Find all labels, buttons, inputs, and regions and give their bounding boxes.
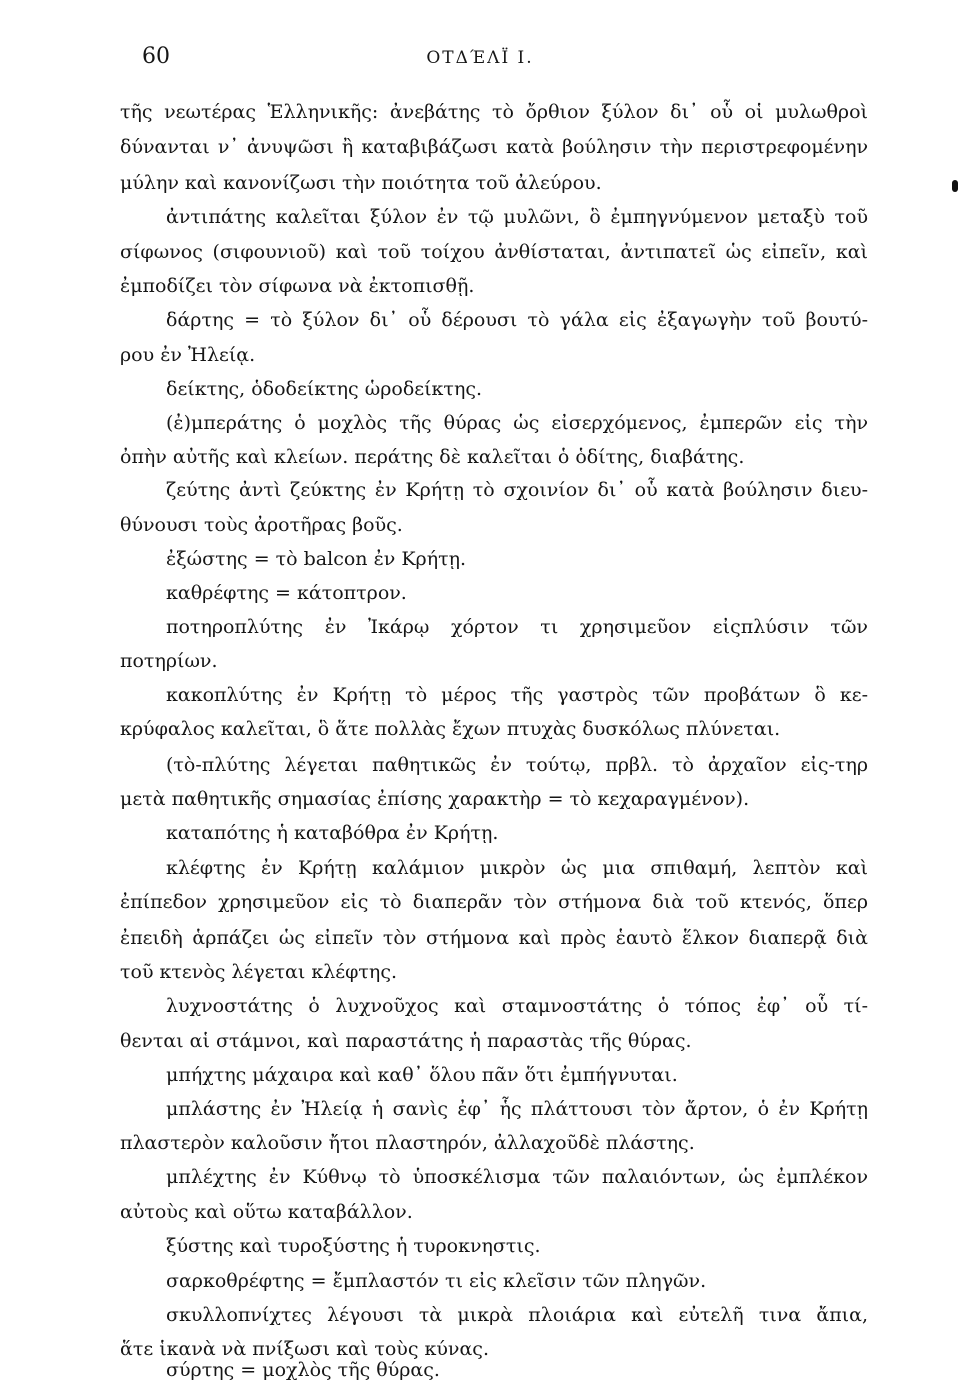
text-line: πλαστερὸν καλοῦσιν ἤτοι πλαστηρόν, ἀλλαχοῦδὲ πλάστης. (120, 1132, 695, 1154)
margin-mark (952, 180, 958, 192)
text-line: ἐπίπεδον χρησιμεῦον εἰς τὸ διαπερᾶν τὸν στήμονα διὰ τοῦ κτενός, ὅπερ (120, 891, 868, 914)
text-line: κλέφτης ἐν Κρήτῃ καλάμιον μικρὸν ὡς μια σπιθαμή, λεπτὸν καὶ (166, 856, 868, 879)
text-line: ἅτε ἱκανὰ νὰ πνίξωσι καὶ τοὺς κύνας. (120, 1338, 489, 1361)
text-line: (τὸ-πλύτης λέγεται παθητικῶς ἐν τούτῳ, πρβλ. τὸ ἀρχαῖον εἰς-τηρ (166, 753, 868, 776)
text-line: δείκτης, ὁδοδείκτης ὡροδείκτης. (166, 378, 483, 401)
page-header (0, 40, 960, 80)
text-line: μύλην καὶ κανονίζωσι τὴν ποιότητα τοῦ ἀλεύρου. (120, 171, 602, 194)
text-line: ἐπειδὴ ἁρπάζει ὡς εἰπεῖν τὸν στήμονα καὶ πρὸς ἑαυτὸ ἕλκον διαπερᾷ διὰ (120, 926, 868, 949)
text-line: ἀντιπάτης καλεῖται ξύλον ἐν τῷ μυλῶνι, ὃ ἐμπηγνύμενον μεταξὺ τοῦ (166, 206, 868, 229)
text-line: τῆς νεωτέρας Ἑλληνικῆς: ἀνεβάτης τὸ ὄρθιον ξύλον δι᾽ οὗ οἱ μυλωθροὶ (120, 101, 868, 123)
text-line: καταπότης ἡ καταβόθρα ἐν Κρήτῃ. (166, 822, 499, 845)
text-line: λυχνοστάτης ὁ λυχνοῦχος καὶ σταμνοστάτης ὁ τόπος ἐφ᾽ οὗ τί- (166, 995, 868, 1018)
text-line: μπήχτης μάχαιρα καὶ καθ᾽ ὅλου πᾶν ὅτι ἐμπήγνυται. (166, 1064, 678, 1087)
text-line: ζεύτης ἀντὶ ζεύκτης ἐν Κρήτῃ τὸ σχοινίον δι᾽ οὗ κατὰ βούλησιν διευ- (166, 479, 868, 502)
text-line: σκυλλοπνίχτες λέγουσι τὰ μικρὰ πλοιάρια καὶ εὐτελῆ τινα ἄπια, (166, 1304, 868, 1326)
text-line: θενται αἱ στάμνοι, καὶ παραστάτης ἡ παραστὰς τῆς θύρας. (120, 1029, 692, 1052)
text-line: ποτηρίων. (120, 650, 218, 673)
text-line: καθρέφτης = κάτοπτρον. (166, 581, 407, 604)
text-line: θύνουσι τοὺς ἀροτῆρας βοῦς. (120, 513, 403, 536)
text-line: σαρκοθρέφτης = ἔμπλαστόν τι εἰς κλεῖσιν τῶν πληγῶν. (166, 1269, 707, 1292)
text-line: ξύστης καὶ τυροξύστης ἡ τυροκνηστις. (166, 1235, 541, 1258)
text-line: μπλάστης ἐν Ἠλείᾳ ἡ σανὶς ἐφ᾽ ἧς πλάττουσι τὸν ἄρτον, ὁ ἐν Κρήτῃ (166, 1097, 868, 1120)
text-line: ἐξώστης = τὸ balcon ἐν Κρήτῃ. (166, 548, 467, 571)
text-line: σίφωνος (σιφουνιοῦ) καὶ τοῦ τοίχου ἀνθίσταται, ἀντιπατεῖ ὡς εἰπεῖν, καὶ (120, 240, 868, 263)
page-number: 60 (142, 44, 170, 69)
text-line: ποτηροπλύτης ἐν Ἰκάρῳ χόρτον τι χρησιμεῦον εἰςπλύσιν τῶν (166, 616, 868, 638)
text-line: ἐμποδίζει τὸν σίφωνα νὰ ἐκτοπισθῇ. (120, 275, 475, 297)
text-line: αὐτοὺς καὶ οὕτω καταβάλλον. (120, 1200, 413, 1223)
section-title: ΟΤΔΈΛΪ Ι. (426, 48, 534, 68)
text-line: ρου ἐν Ἠλείᾳ. (120, 343, 256, 366)
text-line: δύνανται ν᾽ ἀνυψῶσι ἢ καταβιβάζωσι κατὰ βούλησιν τὴν περιστρεφομένην (120, 136, 868, 159)
text-line: δάρτης = τὸ ξύλον δι᾽ οὗ δέρουσι τὸ γάλα εἰς ἐξαγωγὴν τοῦ βουτύ- (166, 309, 868, 332)
text-line: μπλέχτης ἐν Κύθνῳ τὸ ὑποσκέλισμα τῶν παλαιόντων, ὡς ἐμπλέκον (166, 1166, 868, 1189)
text-line: κακοπλύτης ἐν Κρήτῃ τὸ μέρος τῆς γαστρὸς τῶν προβάτων ὃ κε- (166, 683, 868, 706)
text-line: τοῦ κτενὸς λέγεται κλέφτης. (120, 961, 397, 983)
text-line: σύρτης = μοχλὸς τῆς θύρας. (166, 1359, 440, 1381)
text-line: μετὰ παθητικῆς σημασίας ἐπίσης χαρακτὴρ = τὸ κεχαραγμένον). (120, 788, 750, 810)
text-line: ὀπὴν αὐτῆς καὶ κλείων. περάτης δὲ καλεῖται ὁ ὁδίτης, διαβάτης. (120, 446, 745, 468)
text-line: (ἐ)μπεράτης ὁ μοχλὸς τῆς θύρας ὡς εἰσερχόμενος, ἐμπερῶν εἰς τὴν (166, 411, 868, 434)
text-line: κρύφαλος καλεῖται, ὃ ἅτε πολλὰς ἔχων πτυχὰς δυσκόλως πλύνεται. (120, 718, 781, 741)
